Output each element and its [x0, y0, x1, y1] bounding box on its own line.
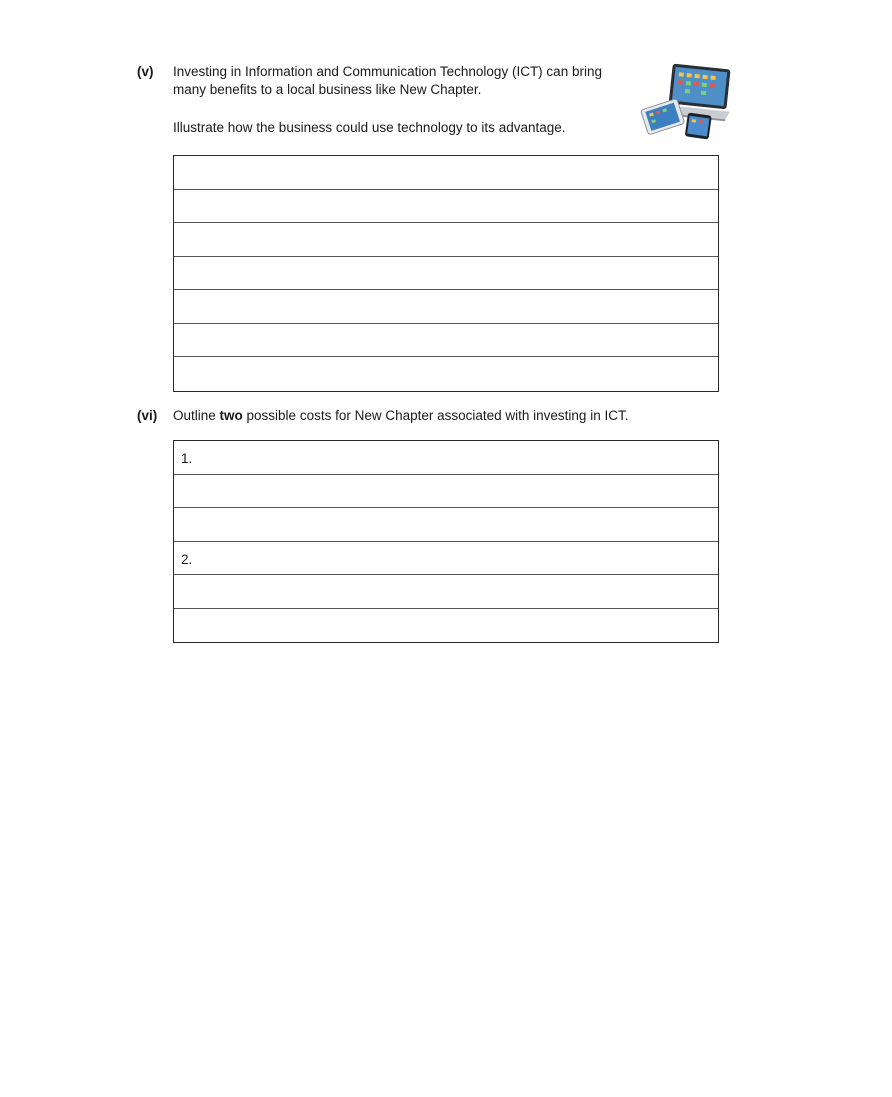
question-v-line-2: many benefits to a local business like New Chapter. — [173, 82, 482, 97]
answer-line[interactable] — [174, 324, 718, 358]
answer-line[interactable] — [174, 357, 718, 391]
answer-box-v[interactable] — [173, 155, 719, 392]
question-v-line-1: Investing in Information and Communication Technology (ICT) can bring — [173, 64, 602, 79]
answer-box-vi[interactable] — [173, 440, 719, 643]
question-v-text — [173, 63, 633, 99]
question-vi-prompt-start: Outline — [173, 408, 220, 423]
answer-line[interactable] — [174, 609, 718, 643]
answer-number-2: 2. — [181, 551, 193, 567]
answer-line[interactable] — [174, 190, 718, 224]
answer-line[interactable] — [174, 290, 718, 324]
question-number-vi: (vi) — [137, 408, 158, 423]
answer-line[interactable] — [174, 156, 718, 190]
question-vi-prompt-end: possible costs for New Chapter associated with investing in ICT. — [242, 408, 629, 423]
question-number-v: (v) — [137, 64, 154, 79]
answer-line[interactable] — [174, 257, 718, 291]
answer-line[interactable] — [174, 223, 718, 257]
answer-number-1: 1. — [181, 451, 193, 466]
answer-line[interactable] — [174, 542, 718, 576]
question-vi-prompt-emphasis: two — [219, 408, 243, 423]
question-v-instruction: Illustrate how the business could use technology to its advantage. — [173, 120, 566, 135]
answer-line[interactable] — [174, 475, 718, 509]
devices-icon — [640, 62, 732, 142]
answer-line[interactable] — [174, 441, 718, 475]
answer-line[interactable] — [174, 575, 718, 609]
answer-line[interactable] — [174, 508, 718, 542]
question-vi-text — [173, 407, 628, 425]
